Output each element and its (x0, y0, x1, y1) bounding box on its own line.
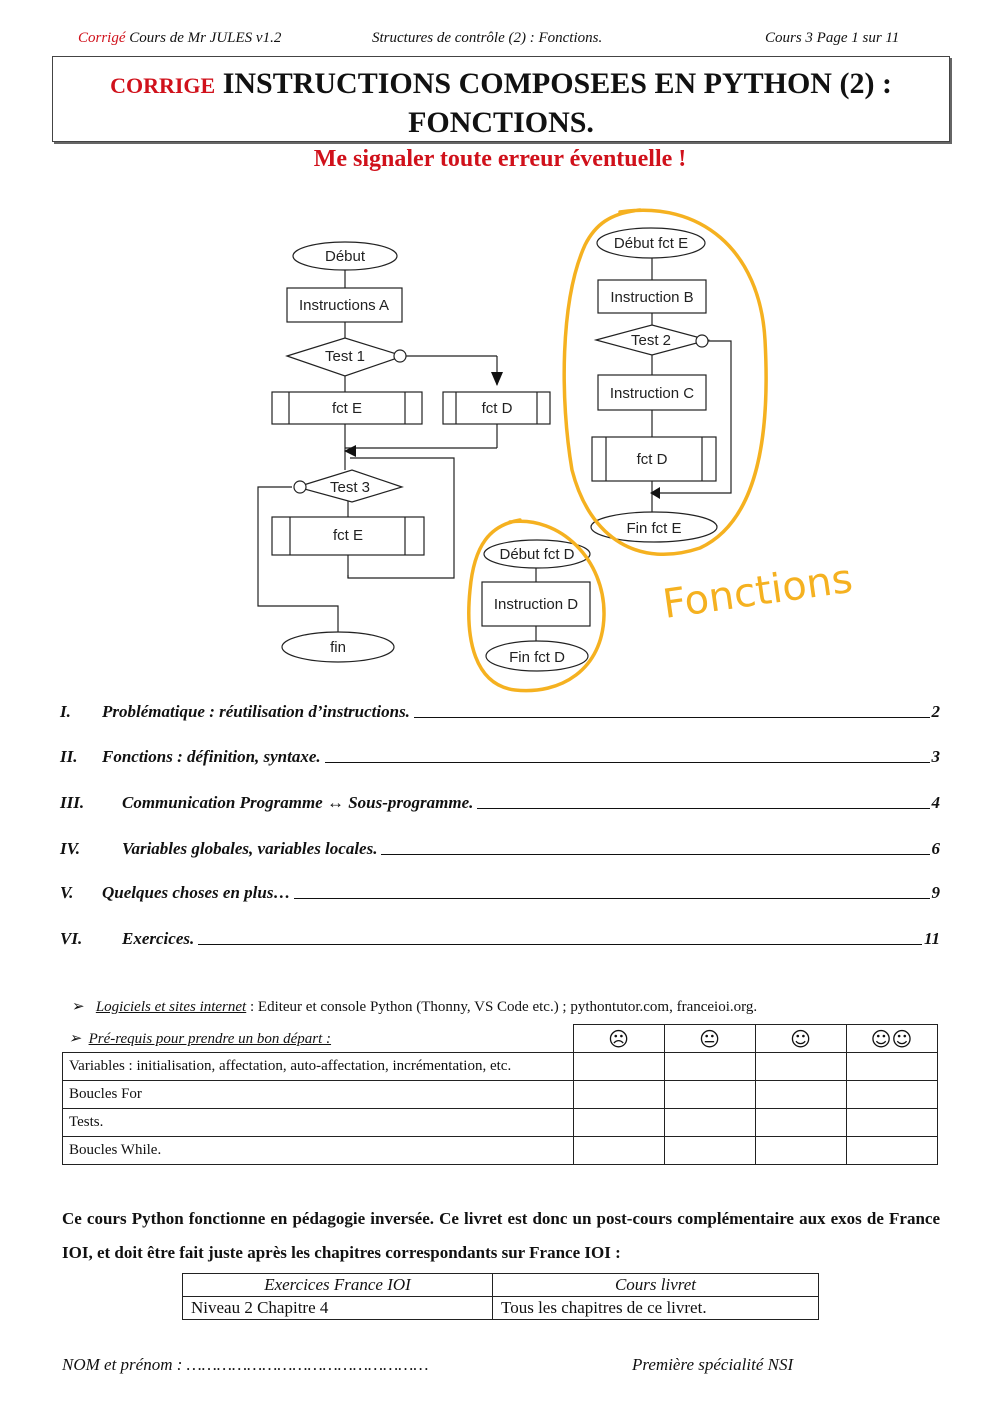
toc-num: V. (60, 883, 74, 902)
face-very-happy-icon: ☺☺ (846, 1025, 937, 1053)
fc-fct-d: fct D (481, 400, 513, 417)
logiciels-label: Logiciels et sites internet (95, 999, 247, 1015)
flowchart-figure (0, 0, 1000, 700)
table-row (63, 1081, 938, 1109)
rating-cell[interactable] (846, 1109, 937, 1137)
prereq-header-label (63, 1025, 574, 1053)
fc-instruction-d: Instruction D (493, 596, 579, 613)
table-row (63, 1053, 938, 1081)
toc-page: 9 (931, 883, 940, 902)
prereq-table (62, 1024, 938, 1165)
toc-num: VI. (60, 929, 83, 948)
prereq-row-label: Tests. (63, 1109, 574, 1137)
toc-title: Exercices. (122, 929, 195, 948)
fc-fct-e-2: fct E (332, 527, 364, 544)
face-neutral-icon: 😐 (664, 1025, 755, 1053)
toc-num: IV. (60, 839, 81, 858)
header-right: Cours 3 Page 1 sur 11 (765, 30, 900, 46)
fc-instruction-b: Instruction B (610, 289, 694, 306)
prereq-row-label: Variables : initialisation, affectation, auto-affectation, incrémentation, etc. (63, 1053, 574, 1081)
ioi-cell-chapitres: Tous les chapitres de ce livret. (493, 1297, 819, 1320)
toc-page: 3 (931, 747, 940, 766)
arrow-bullet-icon: ➢ (72, 999, 85, 1015)
table-row (63, 1137, 938, 1165)
fc-fin: fin (330, 639, 346, 656)
ioi-cell-niveau: Niveau 2 Chapitre 4 (183, 1297, 493, 1320)
toc-item-4[interactable] (60, 839, 940, 859)
fc-debut-fct-e: Début fct E (613, 235, 689, 252)
toc-item-3[interactable] (60, 793, 940, 813)
subtitle: Me signaler toute erreur éventuelle ! (313, 146, 687, 172)
toc-num: I. (60, 702, 71, 721)
toc-num: III. (60, 793, 85, 812)
rating-cell[interactable] (573, 1137, 664, 1165)
ioi-header-exercices: Exercices France IOI (183, 1274, 493, 1297)
header-center: Structures de contrôle (2) : Fonctions. (372, 30, 603, 46)
title-line1: INSTRUCTIONS COMPOSEES EN PYTHON (2) : (222, 67, 892, 100)
toc-title: Quelques choses en plus… (102, 883, 291, 902)
fc-annotation-fonctions: Fonctions (659, 555, 856, 628)
title-tag: CORRIGE (110, 73, 216, 98)
header-course: Cours de Mr JULES v1.2 (129, 30, 282, 46)
rating-cell[interactable] (755, 1053, 846, 1081)
fc-debut: Début (324, 248, 366, 265)
fc-test2: Test 2 (630, 332, 672, 349)
toc-page: 2 (931, 702, 940, 721)
rating-cell[interactable] (573, 1081, 664, 1109)
rating-cell[interactable] (573, 1053, 664, 1081)
rating-cell[interactable] (664, 1137, 755, 1165)
title-line2: FONCTIONS. (408, 106, 594, 139)
fc-test1: Test 1 (324, 348, 366, 365)
fc-fin-fct-d: Fin fct D (509, 649, 565, 666)
logiciels-text: : Editeur et console Python (Thonny, VS Code etc.) ; pythontutor.com, franceioi.org. (246, 999, 758, 1015)
ioi-table (182, 1273, 819, 1320)
footer-level: Première spécialité NSI (632, 1355, 794, 1374)
rating-cell[interactable] (755, 1109, 846, 1137)
arrow-bullet-icon: ➢ (68, 1030, 82, 1047)
fc-fin-fct-e: Fin fct E (626, 520, 682, 537)
toc-title: Problématique : réutilisation d’instructions. (102, 702, 410, 721)
prereq-label: Pré-requis pour prendre un bon départ : (88, 1030, 332, 1047)
rating-cell[interactable] (664, 1081, 755, 1109)
rating-cell[interactable] (846, 1081, 937, 1109)
name-field[interactable]: NOM et prénom : ………………………………………… (62, 1355, 429, 1374)
fc-fct-d-2: fct D (636, 451, 668, 468)
header-corrige: Corrigé (78, 30, 126, 46)
toc-title: Variables globales, variables locales. (122, 839, 378, 858)
face-happy-icon: ☺ (755, 1025, 846, 1053)
toc-page: 4 (931, 793, 940, 812)
rating-cell[interactable] (755, 1137, 846, 1165)
toc-item-1[interactable] (60, 702, 940, 722)
toc-item-6[interactable] (60, 929, 940, 949)
fc-debut-fct-d: Début fct D (499, 546, 575, 563)
toc-item-5[interactable] (60, 883, 940, 903)
fc-instructions-a: Instructions A (298, 297, 390, 314)
toc-title: Fonctions : définition, syntaxe. (102, 747, 321, 766)
table-row (63, 1109, 938, 1137)
rating-cell[interactable] (664, 1053, 755, 1081)
prereq-row-label: Boucles For (63, 1081, 574, 1109)
toc-title: Communication Programme ↔ Sous-programme. (122, 793, 474, 812)
rating-cell[interactable] (846, 1053, 937, 1081)
rating-cell[interactable] (846, 1137, 937, 1165)
rating-cell[interactable] (573, 1109, 664, 1137)
toc-page: 11 (923, 929, 940, 948)
toc-num: II. (60, 747, 78, 766)
toc-page: 6 (931, 839, 940, 858)
fc-fct-e: fct E (331, 400, 363, 417)
face-sad-icon: ☹ (573, 1025, 664, 1053)
ioi-header-cours: Cours livret (493, 1274, 819, 1297)
rating-cell[interactable] (755, 1081, 846, 1109)
toc-item-2[interactable] (60, 747, 940, 767)
fc-instruction-c: Instruction C (609, 385, 695, 402)
bullet-logiciels (72, 997, 757, 1016)
fc-test3: Test 3 (329, 479, 371, 496)
intro-paragraph: Ce cours Python fonctionne en pédagogie inversée. Ce livret est donc un post-cours complémentaire aux exos de France IOI, et doit être fait juste après les chapitres correspondants sur France IOI : (62, 1209, 940, 1262)
prereq-row-label: Boucles While. (63, 1137, 574, 1165)
rating-cell[interactable] (664, 1109, 755, 1137)
